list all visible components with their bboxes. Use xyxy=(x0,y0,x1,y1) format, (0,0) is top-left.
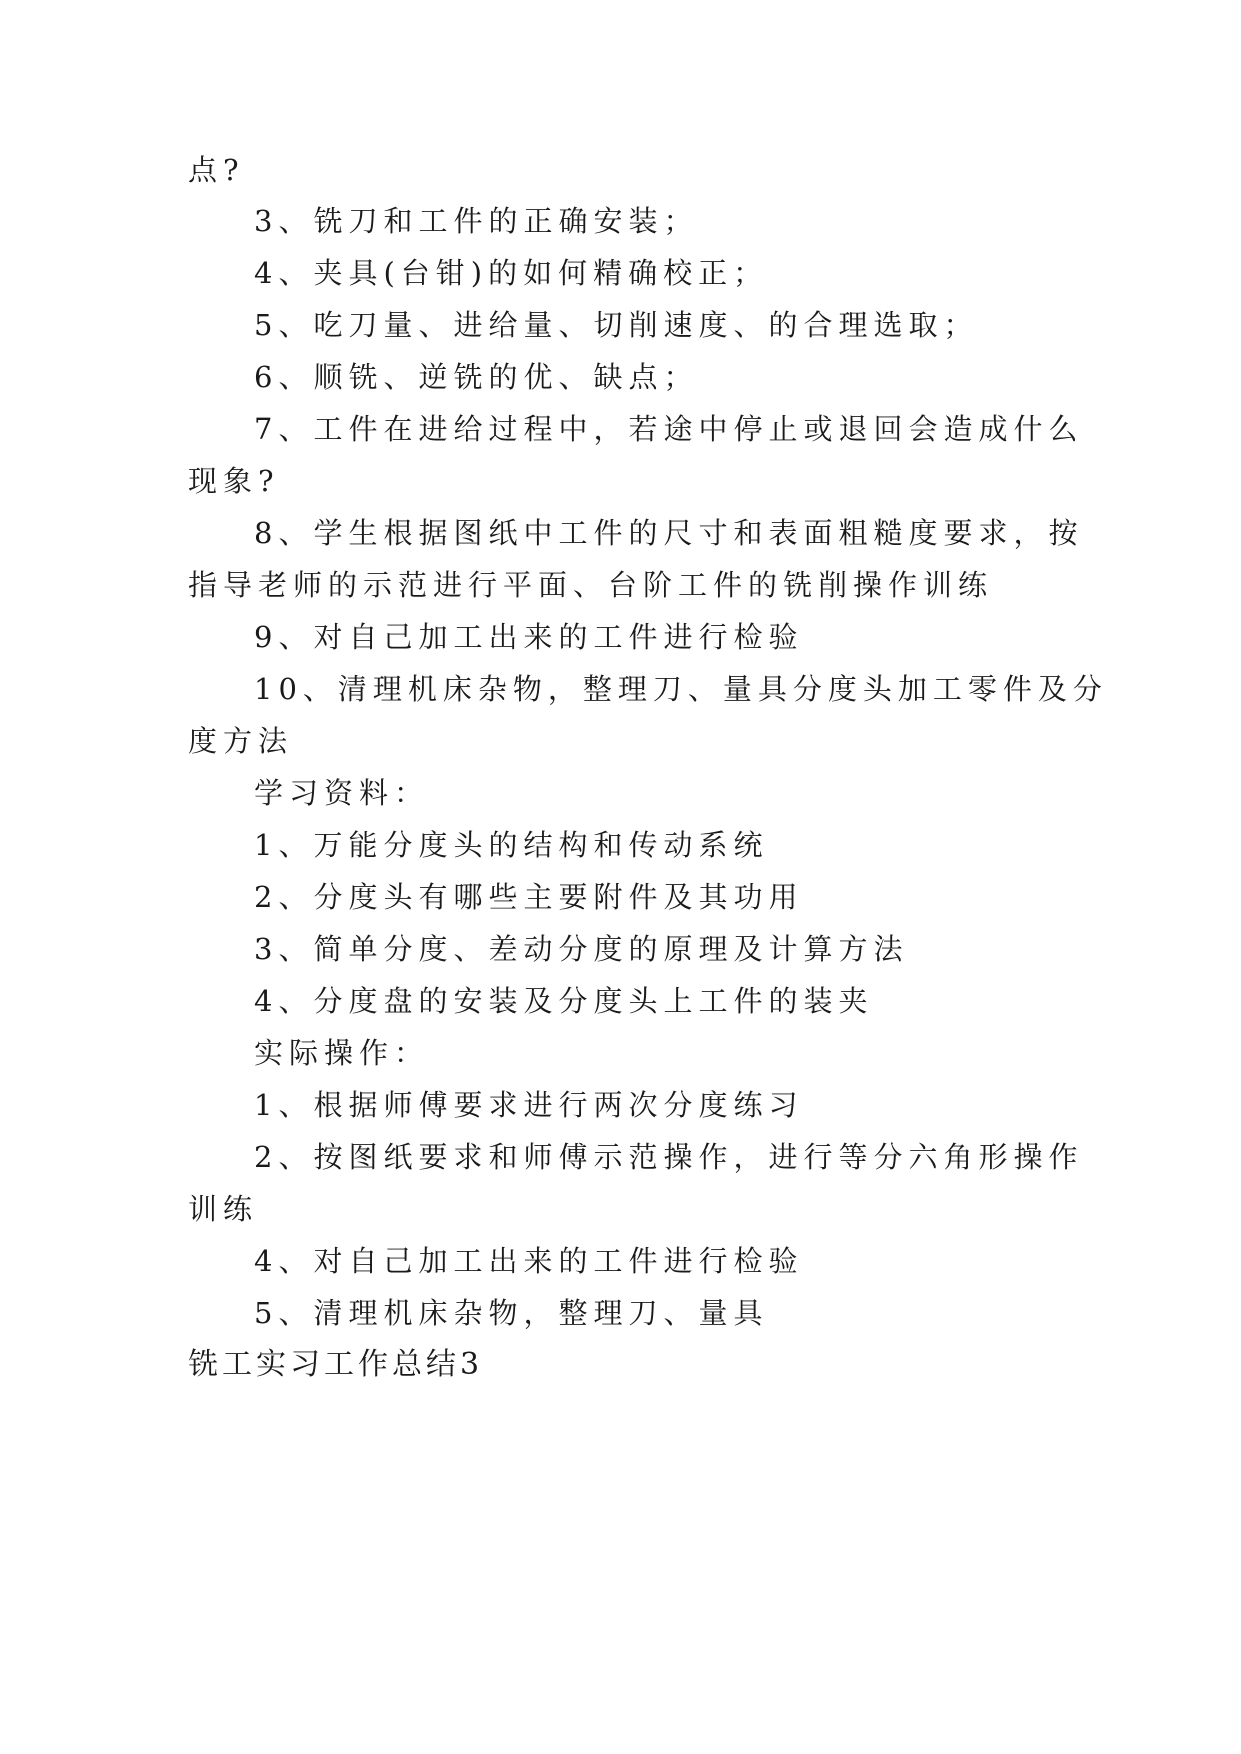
text-line: 度方法 xyxy=(188,724,294,758)
text-line: 2、分度头有哪些主要附件及其功用 xyxy=(254,880,804,914)
text-line: 5、吃刀量、进给量、切削速度、的合理选取； xyxy=(254,308,979,342)
text-line: 5、清理机床杂物，整理刀、量具 xyxy=(254,1296,769,1330)
text-line: 9、对自己加工出来的工件进行检验 xyxy=(254,620,804,654)
text-line: 7、工件在进给过程中，若途中停止或退回会造成什么 xyxy=(254,412,1084,446)
text-line: 8、学生根据图纸中工件的尺寸和表面粗糙度要求，按 xyxy=(254,516,1084,550)
text-line: 实际操作： xyxy=(254,1036,430,1070)
text-line: 4、夹具(台钳)的如何精确校正； xyxy=(254,256,769,290)
text-line: 学习资料： xyxy=(254,776,430,810)
text-line: 1、万能分度头的结构和传动系统 xyxy=(254,828,769,862)
text-line: 4、分度盘的安装及分度头上工件的装夹 xyxy=(254,984,874,1018)
text-line: 点? xyxy=(188,153,245,187)
text-line: 现象? xyxy=(188,464,280,498)
text-line: 3、简单分度、差动分度的原理及计算方法 xyxy=(254,932,909,966)
text-line: 2、按图纸要求和师傅示范操作，进行等分六角形操作 xyxy=(254,1140,1084,1174)
text-line: 3、铣刀和工件的正确安装； xyxy=(254,204,699,238)
text-line: 10、清理机床杂物，整理刀、量具分度头加工零件及分 xyxy=(254,672,1108,706)
text-line: 指导老师的示范进行平面、台阶工件的铣削操作训练 xyxy=(188,568,994,602)
text-line: 4、对自己加工出来的工件进行检验 xyxy=(254,1244,804,1278)
text-line: 训练 xyxy=(188,1192,259,1226)
section-title: 铣工实习工作总结3 xyxy=(188,1347,484,1382)
text-line: 1、根据师傅要求进行两次分度练习 xyxy=(254,1088,804,1122)
text-line: 6、顺铣、逆铣的优、缺点； xyxy=(254,360,699,394)
